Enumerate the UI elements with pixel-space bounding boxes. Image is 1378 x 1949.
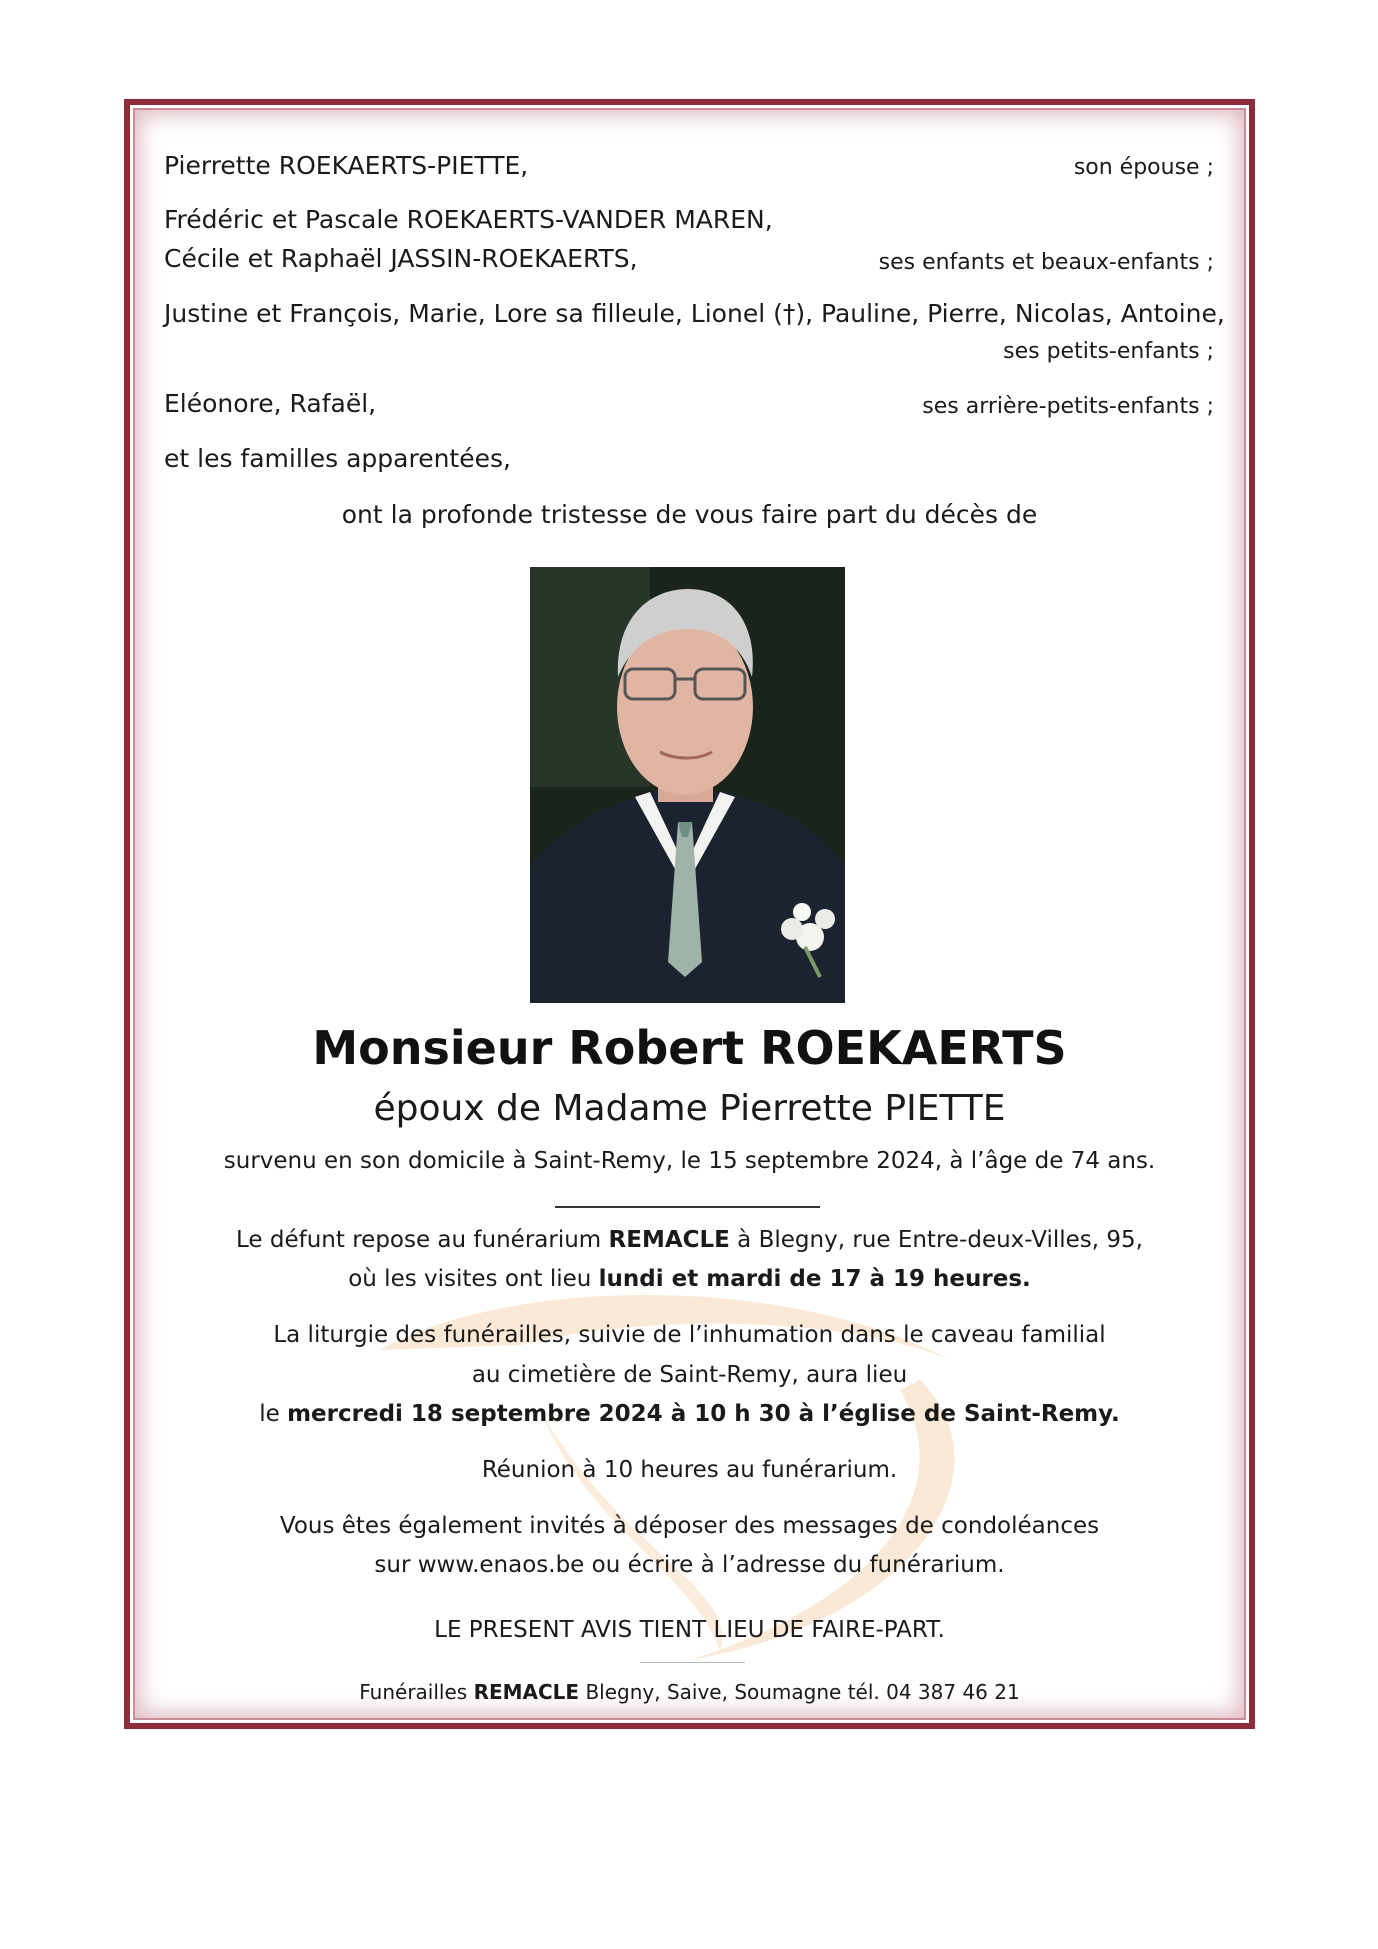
spouse-line xyxy=(164,150,1214,182)
liturgy-text-3a: le xyxy=(259,1401,288,1427)
children-names-2: Cécile et Raphaël JASSIN-ROEKAERTS, xyxy=(164,244,638,273)
footer-divider xyxy=(640,1662,745,1663)
great-grandchildren-line xyxy=(164,388,1214,420)
children-names-1: Frédéric et Pascale ROEKAERTS-VANDER MAREN, xyxy=(164,205,773,234)
children-role: ses enfants et beaux-enfants ; xyxy=(878,250,1214,275)
deceased-portrait-photo xyxy=(530,567,845,1003)
funeral-home-name: REMACLE xyxy=(608,1227,730,1253)
section-divider xyxy=(555,1206,820,1208)
footer-funeral-home: REMACLE xyxy=(473,1680,580,1704)
children-line-1 xyxy=(164,204,1214,236)
deceased-name: Monsieur Robert ROEKAERTS xyxy=(312,1021,1067,1075)
great-grandchildren-role: ses arrière-petits-enfants ; xyxy=(922,394,1214,419)
condolences-line-2: sur www.enaos.be ou écrire à l’adresse du funérarium. xyxy=(374,1552,1005,1578)
liturgy-line-3 xyxy=(124,1399,1255,1429)
great-grandchildren-names: Eléonore, Rafaël, xyxy=(164,389,377,418)
grandchildren-line xyxy=(164,298,1225,330)
liturgy-line-2: au cimetière de Saint-Remy, aura lieu xyxy=(471,1362,908,1388)
spouse-role: son épouse ; xyxy=(1073,155,1214,180)
meeting-text: Réunion à 10 heures au funérarium. xyxy=(481,1457,898,1483)
announcement-text: ont la profonde tristesse de vous faire part du décès de xyxy=(341,500,1038,529)
spouse-name: Pierrette ROEKAERTS-PIETTE, xyxy=(164,151,529,180)
liturgy-line-1: La liturgie des funérailles, suivie de l’inhumation dans le caveau familial xyxy=(273,1322,1106,1348)
footer-text-a: Funérailles xyxy=(359,1680,474,1704)
children-line-2 xyxy=(164,243,1214,275)
notice-text: LE PRESENT AVIS TIENT LIEU DE FAIRE-PART. xyxy=(434,1617,945,1643)
portrait-illustration xyxy=(530,567,845,1003)
funeral-date-place: mercredi 18 septembre 2024 à 10 h 30 à l’église de Saint-Remy. xyxy=(287,1401,1120,1427)
visitation-line-2 xyxy=(124,1264,1255,1294)
grandchildren-names: Justine et François, Marie, Lore sa filleule, Lionel (†), Pauline, Pierre, Nicolas, Antoine, xyxy=(164,299,1225,328)
relatives-line xyxy=(164,443,1214,475)
visitation-text-2a: où les visites ont lieu xyxy=(348,1266,599,1292)
visitation-line-1 xyxy=(124,1225,1255,1255)
footer-text-b: Blegny, Saive, Soumagne tél. 04 387 46 21 xyxy=(579,1680,1020,1704)
death-details: survenu en son domicile à Saint-Remy, le 15 septembre 2024, à l’âge de 74 ans. xyxy=(223,1148,1156,1174)
visitation-hours: lundi et mardi de 17 à 19 heures. xyxy=(598,1266,1031,1292)
condolences-line-1: Vous êtes également invités à déposer des messages de condoléances xyxy=(279,1513,1100,1539)
footer-line xyxy=(124,1678,1255,1706)
visitation-text-1a: Le défunt repose au funérarium xyxy=(236,1227,609,1253)
deceased-spouse-of: époux de Madame Pierrette PIETTE xyxy=(373,1088,1006,1129)
relatives-text: et les familles apparentées, xyxy=(164,444,511,473)
grandchildren-role: ses petits-enfants ; xyxy=(1003,339,1214,364)
visitation-text-1b: à Blegny, rue Entre-deux-Villes, 95, xyxy=(729,1227,1143,1253)
